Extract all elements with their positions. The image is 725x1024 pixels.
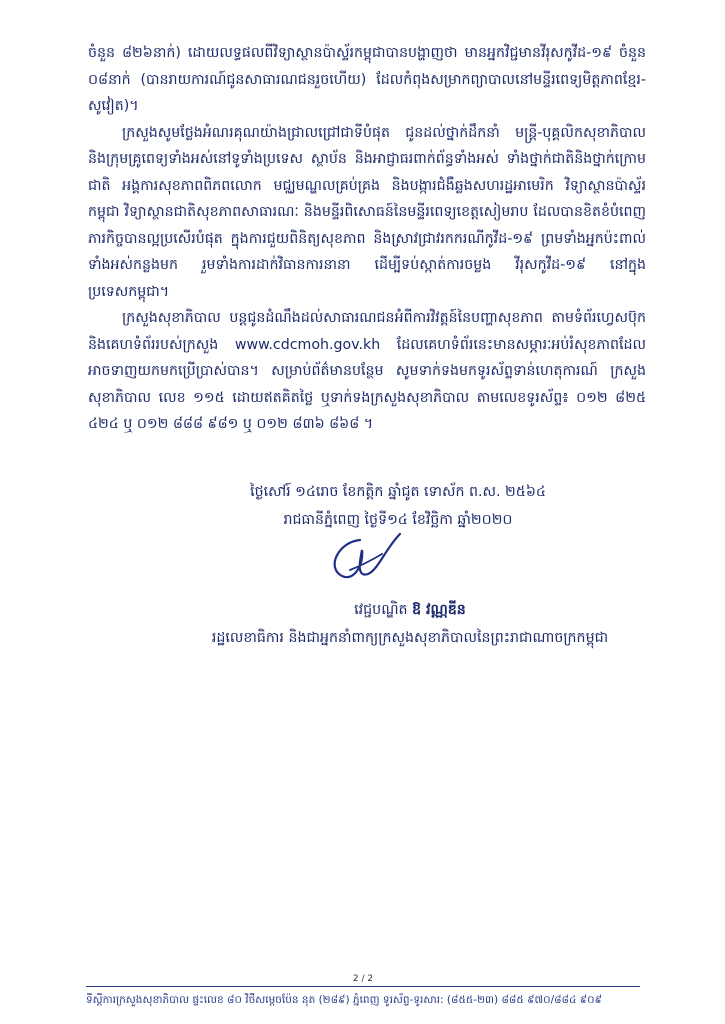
paragraph-continuation: ចំនួន ៨២៦នាក់) ដោយលទ្ធផលពីវិទ្យាស្ថានប៉ាស្ទ័រកម្ពុជាបានបង្ហាញថា មានអ្នកវិជ្ជមានវីរុសកូវីដ-១៩ ចំនួន ០៨នាក់ (បានរាយការណ៍ជូនសាធារណជនរួចហើយ) ដែលកំពុងសម្រាកព្យាបាលនៅមន្ទីរពេទ្យមិត្តភាពខ្មែរ-សូវៀត)។ — [88, 45, 646, 114]
date-block — [228, 478, 568, 534]
footer-address: ទីស្តីការក្រសួងសុខាភិបាល ផ្ទះលេខ ៨០ វិថីសម្តេចប៉ែន នុត (២៨៩) ភ្នំពេញ ទូរស័ព្ទ-ទូរសារ: (៨៥៥-២៣) ៨៨៥ ៩៧០/៨៨៤ ៩០៩ — [86, 994, 603, 1006]
signer-name-line — [150, 596, 670, 624]
page-number: 2 / 2 — [352, 974, 374, 984]
solar-date: រាជធានីភ្នំពេញ ថ្ងៃទី១៤ ខែវិច្ឆិកា ឆ្នាំ២០២០ — [283, 512, 513, 528]
lunar-date: ថ្ងៃសៅរ៍ ១៤រោច ខែកត្តិក ឆ្នាំជូត ទោស័ក ព.ស. ២៥៦៤ — [250, 484, 546, 500]
signer-title: រដ្ឋលេខាធិការ និងជាអ្នកនាំពាក្យក្រសួងសុខាភិបាលនៃព្រះរាជាណាចក្រកម្ពុជា — [211, 630, 609, 646]
signer-name: ឱ វណ្ណឌីន — [412, 602, 466, 618]
signer-block — [150, 596, 670, 652]
paragraph-information: ក្រសួងសុខាភិបាល បន្តជូនដំណឹងដល់សាធារណជនអំពីការវិវត្តន៍នៃបញ្ហាសុខភាព តាមទំព័រហ្វេសប៊ុក និងគេហទំព័ររបស់ក្រសួង www.cdcmoh.gov.kh ដែលគេហទំព័រនេះមានសម្ភារៈអប់រំសុខភាពដែលអាចទាញយកមកប្រើប្រាស់បាន។ សម្រាប់ព័ត៌មានបន្ថែម សូមទាក់ទងមកទូរស័ព្ទទាន់ហេតុការណ៍ ក្រសួងសុខាភិបាល លេខ ១១៥ ដោយឥតគិតថ្លៃ ឬទាក់ទងក្រសួងសុខាភិបាល តាមលេខទូរស័ព្ទ៖ ០១២ ៨២៥ ៤២៤ ឬ ០១២ ៨៨៨ ៩៨១ ឬ ០១២ ៨៣៦ ៨៦៨ ។ — [88, 310, 646, 432]
handwritten-signature — [320, 530, 410, 592]
letter-body — [88, 40, 646, 438]
signer-prefix: វេជ្ជបណ្ឌិត — [354, 602, 408, 618]
footer-divider — [86, 986, 640, 987]
paragraph-thanks: ក្រសួងសូមថ្លែងអំណរគុណយ៉ាងជ្រាលជ្រៅជាទីបំផុត ជូនដល់ថ្នាក់ដឹកនាំ មន្ត្រី-បុគ្គលិកសុខាភិបាល និងក្រុមគ្រូពេទ្យទាំងអស់នៅទូទាំងប្រទេស ស្ថាប័ន និងអាជ្ញាធរពាក់ព័ន្ធទាំងអស់ ទាំងថ្នាក់ជាតិនិងថ្នាក់ក្រោមជាតិ អង្គការសុខភាពពិភពលោក មជ្ឈមណ្ឌលគ្រប់គ្រង និងបង្ការជំងឺឆ្លងសហរដ្ឋអាមេរិក វិទ្យាស្ថានប៉ាស្ទ័រកម្ពុជា វិទ្យាស្ថានជាតិសុខភាពសាធារណៈ និងមន្ទីរពិសោធន៍នៃមន្ទីរពេទ្យខេត្តសៀមរាប ដែលបានខិតខំបំពេញភារកិច្ចបានល្អប្រសើរបំផុត ក្នុងការជួយពិនិត្យសុខភាព និងស្រាវជ្រាវរកករណីកូវីដ-១៩ ព្រមទាំងអ្នកប៉ះពាល់ទាំងអស់កន្លងមក រួមទាំងការដាក់វិធានការនានា ដើម្បីទប់ស្កាត់ការចម្លង វីរុសកូវីដ-១៩ នៅក្នុងប្រទេសកម្ពុជា។ — [88, 124, 646, 300]
